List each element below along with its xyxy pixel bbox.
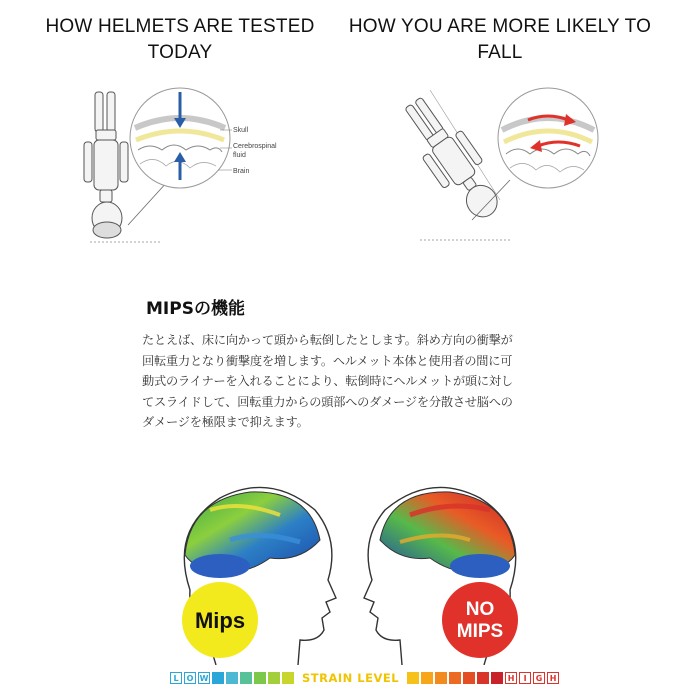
high-swatches (407, 672, 503, 684)
low-letter-2: O (184, 672, 196, 684)
no-mips-badge-line2: MIPS (456, 621, 504, 642)
high-swatch-4 (449, 672, 461, 684)
section-title: MIPSの機能 (146, 299, 245, 319)
body-line-1: たとえば、床に向かって頭から転倒したとします。斜め方向の衝撃が (142, 333, 513, 347)
high-swatch-5 (463, 672, 475, 684)
low-swatch-6 (282, 672, 294, 684)
vertical-impact-svg (70, 80, 330, 250)
body-line-3: 動式のライナーを入れることにより、転倒時にヘルメットが頭に対し (142, 374, 513, 388)
low-swatch-5 (268, 672, 280, 684)
high-letter-3: G (533, 672, 545, 684)
oblique-impact-illustration (400, 80, 630, 250)
strain-level-legend (170, 668, 559, 688)
body-line-5: ダメージを極限まで抑えます。 (142, 415, 309, 429)
high-swatch-2 (421, 672, 433, 684)
label-cerebrospinal: Cerebrospinal (233, 143, 277, 150)
label-brain: Brain (233, 168, 250, 175)
falling-dummy-icon (400, 89, 511, 228)
vertical-impact-illustration (70, 80, 330, 250)
strain-comparison (150, 470, 550, 665)
oblique-impact-svg (400, 80, 630, 250)
mips-badge (182, 582, 258, 658)
label-skull: Skull (233, 127, 249, 134)
low-swatch-3 (240, 672, 252, 684)
rotation-inset (498, 88, 598, 188)
low-letter-1: L (170, 672, 182, 684)
section-body (142, 330, 572, 433)
low-swatch-4 (254, 672, 266, 684)
body-line-4: てスライドして、回転重力からの頭部へのダメージを分散させ脳への (142, 394, 513, 409)
high-swatch-6 (477, 672, 489, 684)
high-swatch-1 (407, 672, 419, 684)
no-mips-badge-line1: NO (465, 599, 495, 620)
low-swatches (212, 672, 294, 684)
mips-badge-text: Mips (194, 608, 246, 633)
high-letter-1: H (505, 672, 517, 684)
high-letter-4: H (547, 672, 559, 684)
crash-dummy-icon (84, 92, 128, 238)
low-swatch-2 (226, 672, 238, 684)
strain-level-label: STRAIN LEVEL (302, 671, 400, 685)
heading-helmet-tests: HOW HELMETS ARE TESTED TODAY (45, 16, 315, 63)
skull-inset (130, 88, 232, 188)
high-swatch-3 (435, 672, 447, 684)
high-letter-2: I (519, 672, 531, 684)
low-swatch-1 (212, 672, 224, 684)
body-line-2: 回転重力となり衝撃度を増します。ヘルメット本体と使用者の間に可 (142, 353, 513, 368)
high-swatch-7 (491, 672, 503, 684)
label-fluid: fluid (233, 152, 246, 159)
low-letter-3: W (199, 673, 209, 683)
no-mips-badge (442, 582, 518, 658)
strain-comparison-svg (150, 470, 550, 665)
heading-likely-fall: HOW YOU ARE MORE LIKELY TO FALL (348, 16, 652, 63)
